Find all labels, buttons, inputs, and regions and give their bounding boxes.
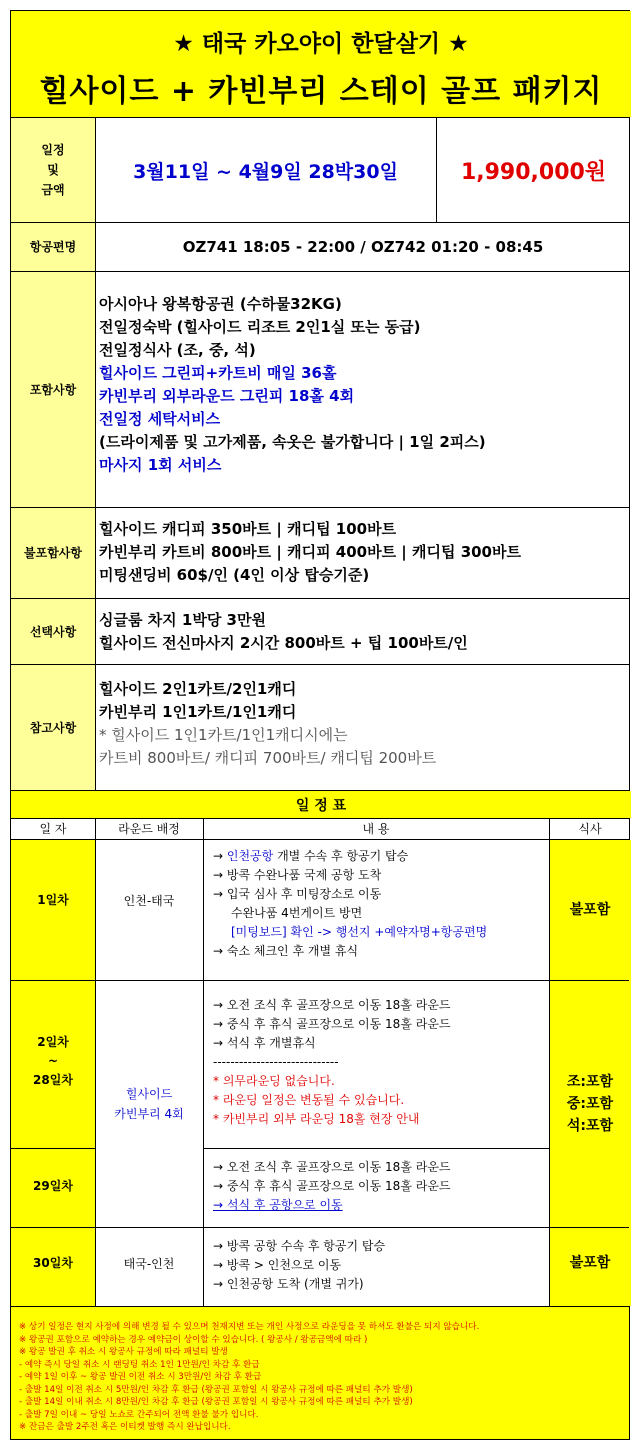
schedule-dates: 3월11일 ~ 4월9일 28박30일 [133, 160, 398, 183]
label-line: 일정 [41, 143, 65, 157]
header-content: 내 용 [362, 822, 390, 836]
itinerary-line: → 중식 후 휴식 골프장으로 이동 18홀 라운드 [213, 1179, 451, 1193]
included-item: 전일정숙박 (힐사이드 리조트 2인1실 또는 동급) [99, 318, 421, 336]
optional-item: 싱글룸 차지 1박당 3만원 [99, 611, 266, 629]
excluded-label: 불포함사항 [24, 546, 82, 560]
round-line: 카빈부리 4회 [114, 1107, 184, 1121]
label-line: 및 [47, 163, 59, 177]
day2-round [95, 1084, 203, 1124]
header-meal: 식사 [578, 822, 602, 836]
itinerary-line: → 인천공항 도착 (개별 귀가) [213, 1277, 364, 1291]
day29-content [213, 1158, 451, 1215]
note-line: - 출발 14일 이전 취소 시 5만원/인 차감 후 환급 (왕공권 포함일 시 왕공사 규정에 따른 패널티 추가 발생) [19, 1384, 413, 1395]
day2-content [213, 996, 451, 1129]
meal-line: 석:포함 [566, 1118, 614, 1134]
day30-round: 태국-인천 [123, 1257, 175, 1271]
note-line: - 예약 즉시 당일 취소 시 랜딩팅 취소 1인 1만원/인 차감 후 환급 [19, 1359, 260, 1370]
included-item: 마사지 1회 서비스 [99, 456, 222, 474]
itinerary-line: → 인천공항 개별 수속 후 항공기 탑승 [213, 849, 409, 863]
day1-round: 인천-태국 [123, 894, 175, 908]
day1-content [213, 847, 487, 961]
reference-label: 참고사항 [29, 720, 77, 735]
included-item: 아시아나 왕복항공권 (수하물32KG) [99, 295, 342, 313]
reference-item: * 힐사이드 1인1카트/1인1캐디시에는 [99, 726, 348, 744]
price: 1,990,000원 [460, 159, 607, 185]
day2-label [11, 1033, 95, 1090]
day-line: ~ [47, 1054, 59, 1068]
note-line: - 출발 14일 이내 취소 시 8만원/인 차감 후 환급 (왕공권 포함일 시 왕공사 규정에 따른 패널티 추가 발생) [19, 1397, 413, 1407]
optional-label: 선택사항 [29, 624, 77, 639]
header-round: 라운드 배정 [118, 822, 180, 836]
included-item: (드라이제품 및 고가제품, 속옷은 불가합니다 | 1일 2피스) [99, 433, 486, 451]
flight-info: OZ741 18:05 - 22:00 / OZ742 01:20 - 08:45 [182, 238, 544, 256]
meal-line: 조:포함 [566, 1074, 614, 1090]
optional-list [99, 609, 468, 655]
itinerary-line: ----------------------------- [213, 1055, 339, 1069]
itinerary-line: → 방콕 > 인천으로 이동 [213, 1258, 342, 1272]
day30-label: 30일차 [33, 1256, 73, 1270]
included-item: 전일정식사 (조, 중, 석) [99, 341, 256, 359]
itinerary-line: → 숙소 체크인 후 개별 휴식 [213, 944, 359, 958]
reference-item: 힐사이드 2인1카트/2인1캐디 [99, 680, 297, 698]
notes [19, 1321, 479, 1434]
flight-label: 항공편명 [29, 240, 77, 254]
itinerary-line: * 카빈부리 외부 라운딩 18홀 현장 안내 [213, 1112, 420, 1126]
note-line: ※ 상기 일정은 현지 사정에 의해 변경 될 수 있으며 천재지변 또는 개인 사정으로 라운딩을 못 하셔도 환불은 되지 않습니다. [19, 1322, 480, 1332]
excluded-item: 미팅샌딩비 60$/인 (4인 이상 탑승기준) [99, 566, 370, 584]
title-line2: 힐사이드 + 카빈부리 스테이 골프 패키지 [39, 74, 603, 109]
note-line: ※ 왕공 발권 후 취소 시 왕공사 규정에 따라 패널티 발생 [19, 1347, 228, 1357]
reference-item: 카트비 800바트/ 캐디피 700바트/ 캐디팁 200바트 [99, 749, 437, 767]
itinerary-line: [미팅보드] 확인 -> 행선지 +예약자명+항공편명 [231, 925, 488, 939]
itinerary-line: 수완나품 4번게이트 방면 [231, 906, 363, 920]
itinerary-line: → 석식 후 공항으로 이동 [213, 1198, 343, 1212]
note-line: ※ 잔금은 출발 2주전 혹은 이티켓 발행 즉시 완납입니다. [19, 1422, 231, 1432]
itinerary-header [11, 819, 631, 839]
included-item: 카빈부리 외부라운드 그린피 18홀 4회 [99, 387, 355, 405]
note-line: - 예약 1일 이후 ~ 왕공 발권 이전 취소 시 3만원/인 차감 후 환급 [19, 1372, 262, 1382]
day2-meal [549, 1071, 631, 1137]
included-list [99, 293, 486, 477]
itinerary-line: → 석식 후 개별휴식 [213, 1036, 316, 1050]
note-line: ※ 왕공권 포함으로 예약하는 경우 예약금이 상이할 수 있습니다. ( 왕공사 / 왕공금액에 따라 ) [19, 1334, 368, 1345]
excluded-list [99, 518, 521, 587]
schedule-price-label [11, 118, 95, 222]
itinerary-line: * 의무라운딩 없습니다. [213, 1074, 335, 1088]
included-item: 전일정 세탁서비스 [99, 410, 221, 428]
day-line: 28일차 [33, 1073, 73, 1087]
itinerary-line: → 중식 후 휴식 골프장으로 이동 18홀 라운드 [213, 1017, 451, 1031]
optional-item: 힐사이드 전신마사지 2시간 800바트 + 팁 100바트/인 [99, 634, 468, 652]
itinerary-title: 일 정 표 [11, 791, 631, 818]
included-label: 포함사항 [29, 382, 77, 397]
round-line: 힐사이드 [125, 1087, 173, 1101]
header-day: 일 자 [39, 822, 67, 836]
reference-list [99, 678, 436, 770]
day30-meal: 불포함 [569, 1255, 611, 1271]
day-line: 2일차 [37, 1035, 69, 1049]
reference-item: 카빈부리 1인1카트/1인1캐디 [99, 703, 297, 721]
note-line: - 출발 7일 이내 ~ 당일 노쇼로 간주되어 전액 환불 불가 입니다. [19, 1409, 259, 1420]
itinerary-line: → 오전 조식 후 골프장으로 이동 18홀 라운드 [213, 998, 451, 1012]
package-flyer [10, 10, 630, 1440]
itinerary-line: → 입국 심사 후 미팅장소로 이동 [213, 887, 382, 901]
title-banner [11, 11, 631, 117]
label-line: 금액 [41, 183, 65, 197]
excluded-item: 힐사이드 캐디피 350바트 | 캐디팁 100바트 [99, 520, 397, 538]
day30-content [213, 1237, 385, 1294]
meal-line: 중:포함 [566, 1096, 614, 1112]
itinerary-line: → 오전 조식 후 골프장으로 이동 18홀 라운드 [213, 1160, 451, 1174]
day29-label: 29일차 [33, 1179, 73, 1193]
itinerary-line: → 방콕 수완나품 국제 공항 도착 [213, 868, 382, 882]
itinerary-line: * 라운딩 일정은 변동될 수 있습니다. [213, 1093, 405, 1107]
title-line1: ★ 태국 카오야이 한달살기 ★ [173, 31, 469, 57]
included-item: 힐사이드 그린피+카트비 매일 36홀 [99, 364, 337, 382]
day1-meal: 불포함 [569, 902, 611, 918]
excluded-item: 카빈부리 카트비 800바트 | 캐디피 400바트 | 캐디팁 300바트 [99, 543, 521, 561]
itinerary-line: → 방콕 공항 수속 후 항공기 탑승 [213, 1239, 386, 1253]
day1-label: 1일차 [37, 893, 69, 907]
